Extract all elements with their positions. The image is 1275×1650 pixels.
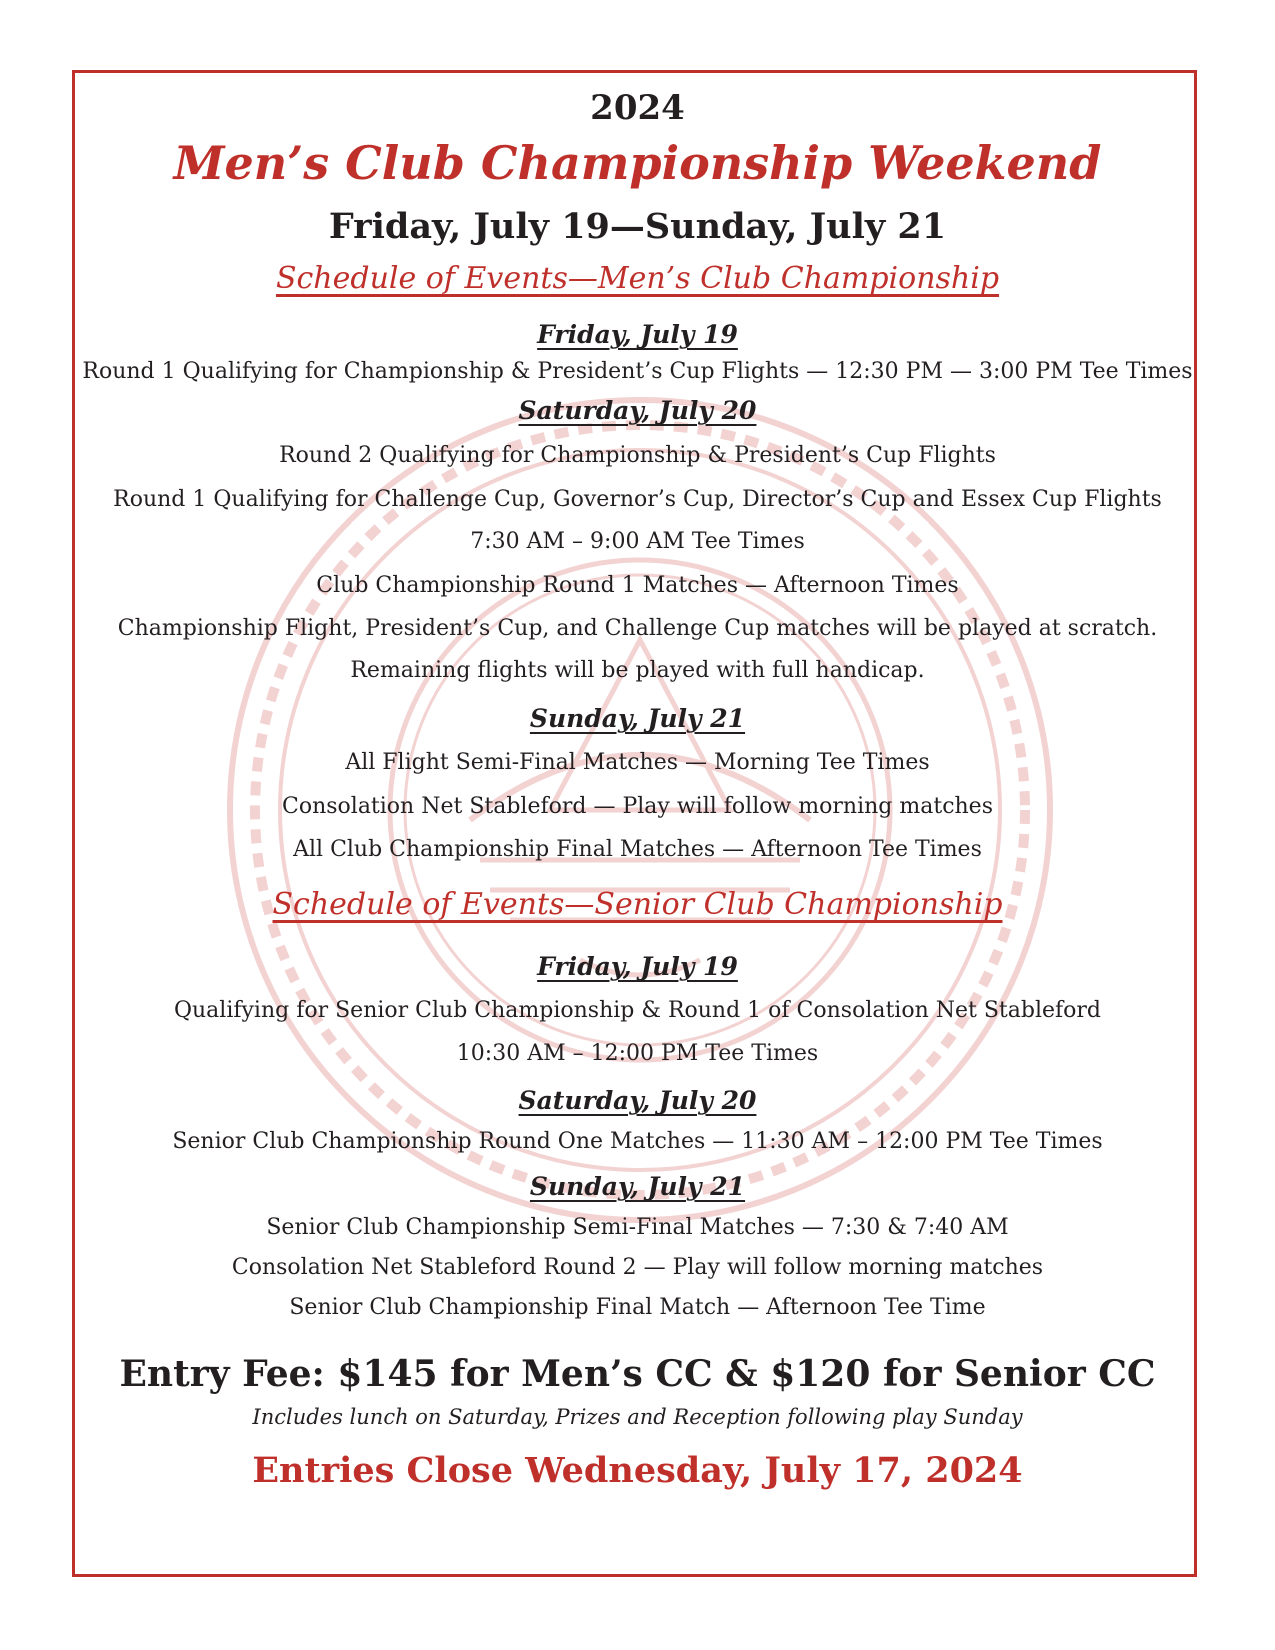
event-line: Championship Flight, President’s Cup, and Challenge Cup matches will be played at scratch. [117, 616, 1158, 641]
event-dates: Friday, July 19—Sunday, July 21 [328, 206, 947, 247]
event-line: Consolation Net Stableford — Play will follow morning matches [282, 794, 993, 819]
event-line: Round 1 Qualifying for Championship & President’s Cup Flights — 12:30 PM — 3:00 PM Tee Times [82, 359, 1193, 384]
event-year: 2024 [590, 88, 685, 128]
event-title: Men’s Club Championship Weekend [173, 136, 1102, 190]
event-line: Qualifying for Senior Club Championship & Round 1 of Consolation Net Stableford [173, 998, 1102, 1023]
event-line: Club Championship Round 1 Matches — Afternoon Times [316, 573, 959, 598]
event-line: Consolation Net Stableford Round 2 — Play will follow morning matches [231, 1255, 1044, 1280]
event-line: All Club Championship Final Matches — Afternoon Tee Times [293, 837, 982, 862]
event-line: Round 1 Qualifying for Challenge Cup, Governor’s Cup, Director’s Cup and Essex Cup Flights [113, 487, 1162, 512]
event-line: Senior Club Championship Final Match — Afternoon Tee Time [289, 1295, 986, 1320]
event-line: Senior Club Championship Semi-Final Matches — 7:30 & 7:40 AM [266, 1215, 1009, 1240]
mens-schedule-heading: Schedule of Events—Men’s Club Championship [275, 261, 1000, 296]
event-line: 10:30 AM – 12:00 PM Tee Times [456, 1041, 819, 1066]
entries-close-date: Entries Close Wednesday, July 17, 2024 [252, 1450, 1023, 1491]
mens-saturday-heading: Saturday, July 20 [518, 396, 757, 425]
senior-friday-heading: Friday, July 19 [537, 952, 738, 981]
mens-friday-heading: Friday, July 19 [537, 320, 738, 349]
senior-sunday-heading: Sunday, July 21 [529, 1172, 746, 1201]
event-line: Round 2 Qualifying for Championship & President’s Cup Flights [279, 443, 996, 468]
mens-sunday-heading: Sunday, July 21 [529, 704, 746, 733]
flyer-border [72, 70, 1197, 1577]
entry-fee: Entry Fee: $145 for Men’s CC & $120 for Senior CC [119, 1353, 1156, 1395]
senior-saturday-heading: Saturday, July 20 [518, 1086, 757, 1115]
event-line: Senior Club Championship Round One Matches — 11:30 AM – 12:00 PM Tee Times [172, 1129, 1103, 1154]
event-line: All Flight Semi-Final Matches — Morning Tee Times [345, 750, 930, 775]
senior-schedule-heading: Schedule of Events—Senior Club Championship [272, 887, 1003, 922]
entry-fee-note: Includes lunch on Saturday, Prizes and Reception following play Sunday [252, 1405, 1023, 1429]
event-line: Remaining flights will be played with full handicap. [350, 658, 925, 683]
event-line: 7:30 AM – 9:00 AM Tee Times [470, 529, 805, 554]
